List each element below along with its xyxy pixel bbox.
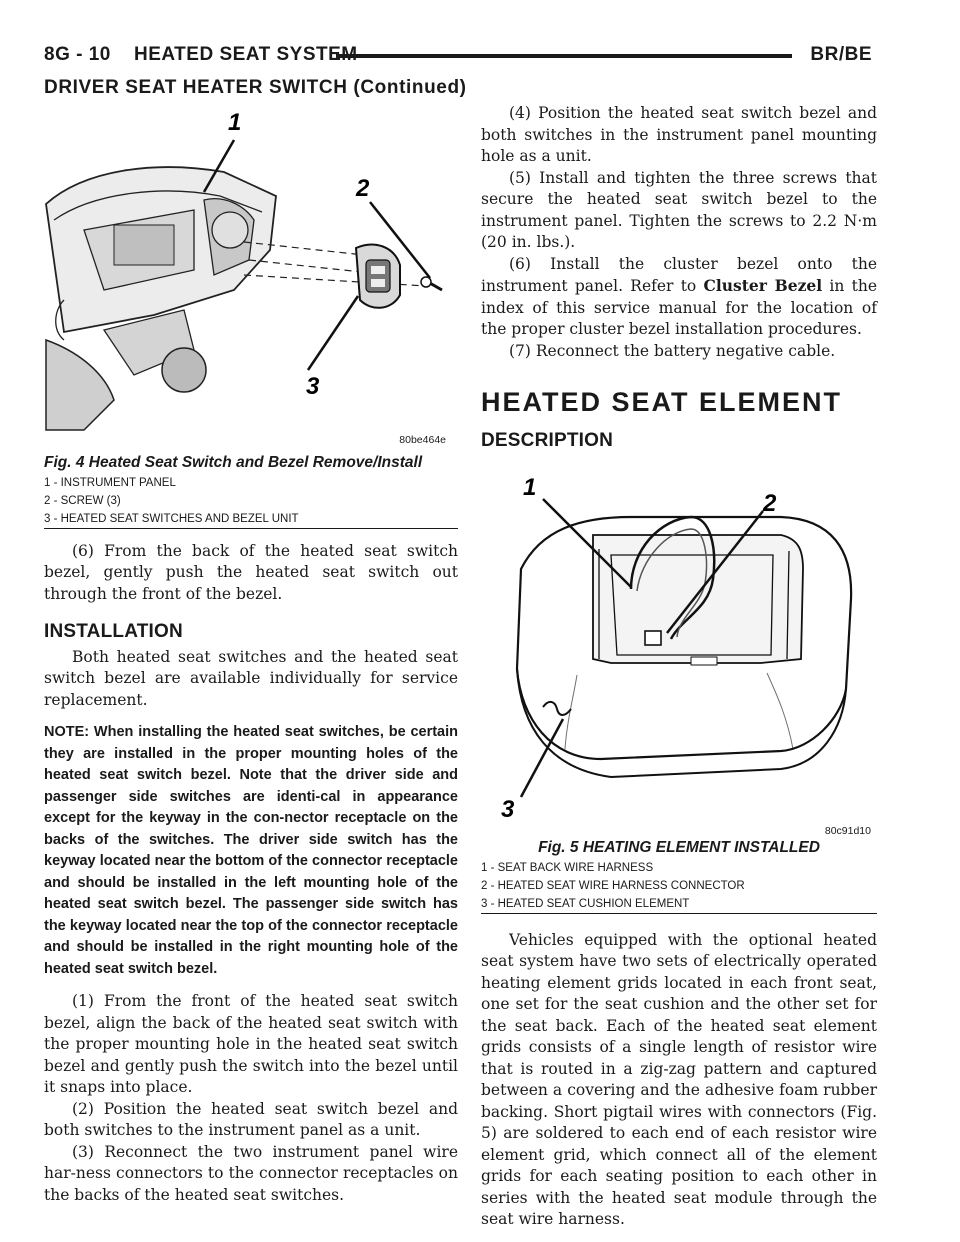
figure-rule: [44, 528, 458, 529]
figure-4: [44, 100, 458, 529]
callout-1: 1: [523, 474, 537, 501]
paragraph-step-3: (3) Reconnect the two instrument panel wire har-ness connectors to the connector receptacles on the backs of the heated seat switches.: [44, 1142, 458, 1204]
page-header: [44, 44, 872, 70]
left-column: [44, 100, 458, 1206]
paragraph-step-4: (4) Position the heated seat switch bezel and both switches in the instrument panel mounting hole as a unit.: [481, 104, 877, 165]
section-heading-installation: INSTALLATION: [44, 621, 183, 642]
figure-caption: Fig. 5 HEATING ELEMENT INSTALLED: [538, 839, 820, 856]
paragraph-installation-intro: Both heated seat switches and the heated seat switch bezel are available individually for service replacement.: [44, 647, 458, 709]
header-rule: [336, 54, 792, 58]
callout-3: 3: [501, 796, 515, 823]
seat-heating-element-illustration: [481, 459, 877, 837]
figure-caption: Fig. 4 Heated Seat Switch and Bezel Remove/Install: [44, 454, 423, 471]
page-number-section-title: 8G - 10 HEATED SEAT SYSTEM: [44, 44, 358, 65]
section-heading-description: DESCRIPTION: [481, 429, 614, 451]
legend-item: 1 - SEAT BACK WIRE HARNESS: [481, 861, 654, 874]
paragraph-step-5: (5) Install and tighten the three screws that secure the heated seat switch bezel to the instrument panel. Tighten the screws to 2.2 N·m (20 in. lbs.).: [481, 168, 877, 251]
main-heading-heated-seat-element: HEATED SEAT ELEMENT: [481, 387, 843, 417]
paragraph-step-1: (1) From the front of the heated seat switch bezel, align the back of the heated seat switch with the proper mounting hole in the heated seat switch bezel and gently push the switch into the bezel until it snaps into place.: [44, 992, 458, 1096]
figure-legend: [481, 859, 877, 913]
legend-item: 1 - INSTRUMENT PANEL: [44, 476, 176, 489]
right-column: [481, 103, 877, 1231]
callout-3: 3: [306, 373, 320, 400]
legend-item: 3 - HEATED SEAT CUSHION ELEMENT: [481, 897, 690, 910]
figure-legend: [44, 474, 458, 528]
figure-code: 80be464e: [399, 434, 446, 446]
continued-title: DRIVER SEAT HEATER SWITCH (Continued): [44, 77, 467, 98]
figure-5-illustration: [481, 459, 877, 837]
legend-item: 3 - HEATED SEAT SWITCHES AND BEZEL UNIT: [44, 512, 299, 525]
paragraph-step-7: (7) Reconnect the battery negative cable.: [509, 341, 836, 360]
model-code: BR/BE: [810, 44, 872, 65]
callout-1: 1: [228, 109, 242, 136]
note-paragraph: NOTE: When installing the heated seat switches, be certain they are installed in the proper mounting holes of the heated seat switch bezel. Note that the driver side and passenger side switches are identi-cal in appearance except for the keyway in the con-nector receptacle on the backs of the switches. The driver side switch has the keyway located near the bottom of the connector receptacle and should be installed in the left mounting hole of the heated seat switch bezel. The passenger side switch has the keyway located near the top of the connector receptacle and should be installed in the right mounting hole of the heated seat switch bezel.: [44, 724, 458, 977]
callout-2: 2: [356, 175, 370, 202]
paragraph-step-6: [481, 254, 877, 341]
cluster-bezel-reference: Cluster Bezel: [703, 276, 823, 295]
legend-item: 2 - HEATED SEAT WIRE HARNESS CONNECTOR: [481, 879, 745, 892]
legend-item: 2 - SCREW (3): [44, 494, 121, 507]
figure-5: [481, 459, 877, 914]
figure-4-illustration: [44, 100, 458, 452]
step-6-text: (6) Install the cluster bezel onto the instrument panel. Refer to: [481, 254, 877, 295]
step-6-text-end: in the index of this service manual for the location of the proper cluster bezel installation procedures.: [481, 277, 877, 338]
paragraph-description: Vehicles equipped with the optional heated seat system have two sets of electrically operated heating element grids located in each front seat, one set for the seat cushion and the other set for the seat back. Each of the heated seat element grids consists of a single length of resistor wire that is routed in a zig-zag pattern and captured between a covering and the adhesive foam rubber backing. Short pigtail wires with connectors (Fig. 5) are soldered to each end of each resistor wire element grid, which connect all of the element grids for each seating position to each other in series with the heated seat module through the seat wire harness.: [481, 930, 877, 1228]
instrument-panel-illustration: [44, 100, 458, 452]
figure-rule: [481, 913, 877, 914]
callout-2: 2: [763, 490, 777, 517]
figure-code: 80c91d10: [824, 825, 871, 837]
paragraph-step-2: (2) Position the heated seat switch bezel and both switches to the instrument panel as a unit.: [44, 1099, 458, 1139]
paragraph-step-6-removal: (6) From the back of the heated seat switch bezel, gently push the heated seat switch out through the front of the bezel.: [44, 541, 458, 603]
